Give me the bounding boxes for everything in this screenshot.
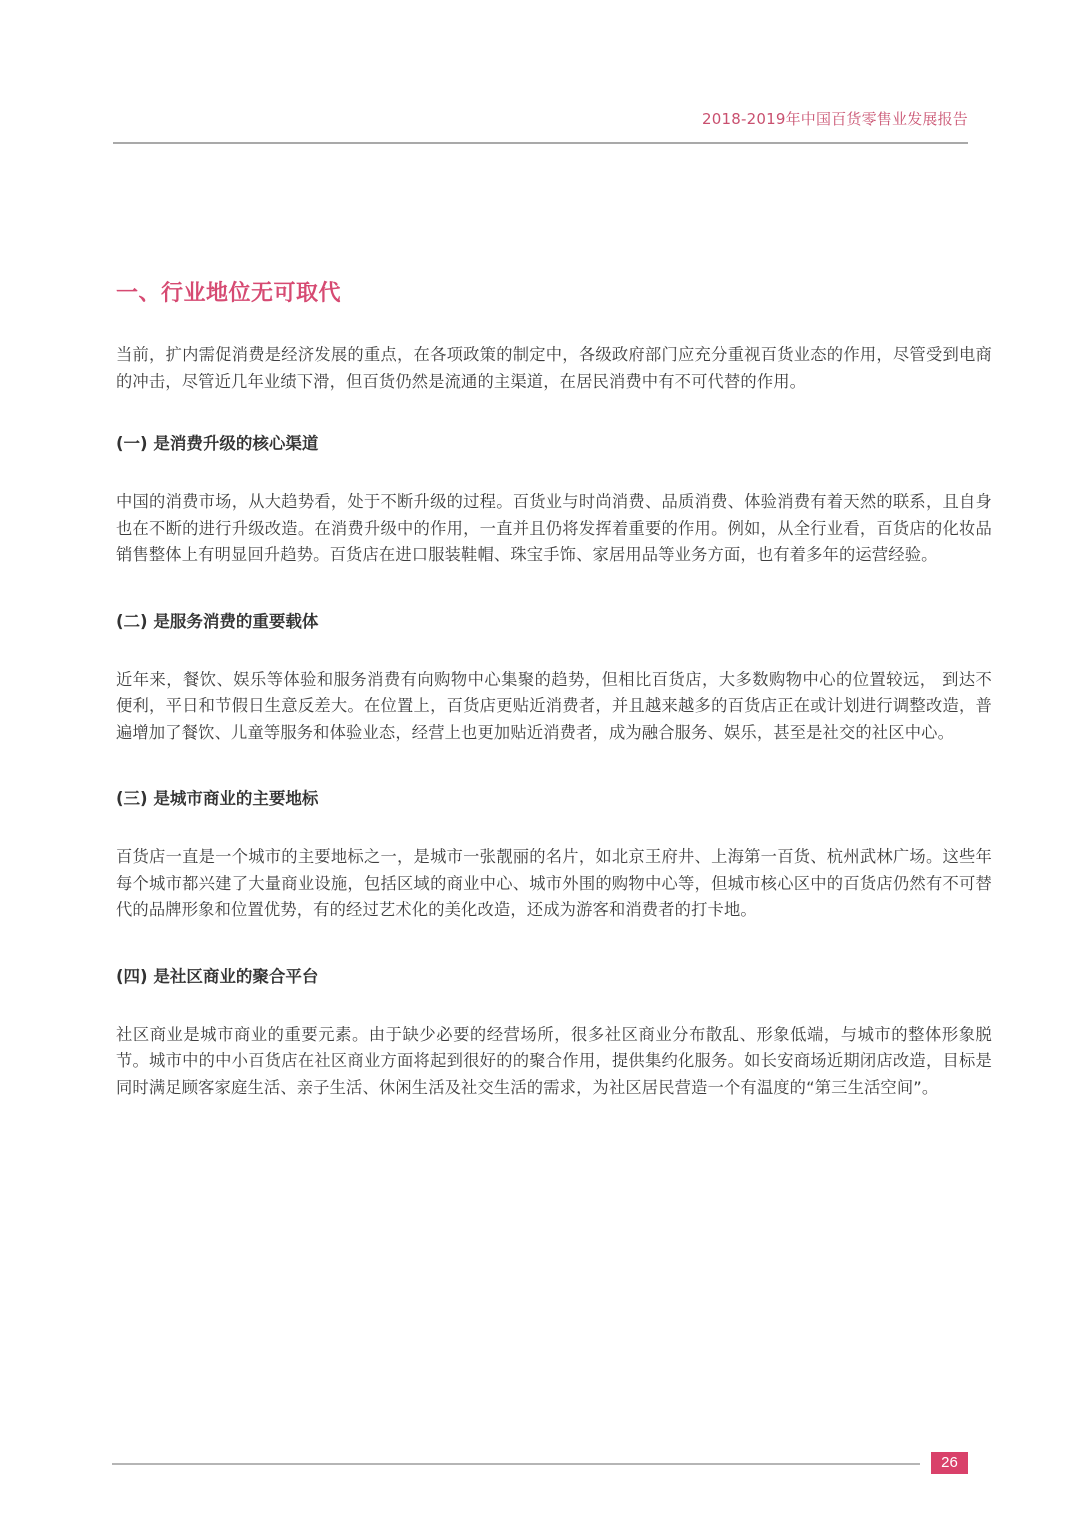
subsection-title: (四) 是社区商业的聚合平台 [116, 966, 319, 986]
page-content [116, 276, 992, 1141]
page-number-badge: 26 [931, 1452, 968, 1474]
subsection-body: 近年来，餐饮、娱乐等体验和服务消费有向购物中心集聚的趋势，但相比百货店，大多数购物中心的位置较远， 到达不便利，平日和节假日生意反差大。在位置上，百货店更贴近消费者，并且越来越多的百货店正在或计划进行调整改造，普遍增加了餐饮、儿童等服务和体验业态，经营上也更加贴近消费者，成为融合服务、娱乐，甚至是社交的社区中心。 [116, 669, 992, 742]
subsection-body: 百货店一直是一个城市的主要地标之一，是城市一张靓丽的名片，如北京王府井、上海第一百货、杭州武林广场。这些年每个城市都兴建了大量商业设施，包括区域的商业中心、城市外围的购物中心等，但城市核心区中的百货店仍然有不可替代的品牌形象和位置优势，有的经过艺术化的美化改造，还成为游客和消费者的打卡地。 [116, 847, 992, 919]
subsection-title: (一) 是消费升级的核心渠道 [116, 434, 319, 453]
footer-divider [112, 1463, 920, 1465]
subsection-consumption-upgrade [116, 431, 992, 569]
section-title: 一、行业地位无可取代 [116, 281, 342, 306]
subsection-city-landmark [116, 786, 992, 924]
subsection-service-consumption [116, 609, 992, 747]
subsection-title: (三) 是城市商业的主要地标 [116, 789, 319, 808]
report-header-title: 2018-2019年中国百货零售业发展报告 [702, 110, 968, 128]
header-divider [113, 142, 968, 144]
intro-paragraph: 当前，扩内需促消费是经济发展的重点，在各项政策的制定中，各级政府部门应充分重视百货业态的作用，尽管受到电商的冲击，尽管近几年业绩下滑，但百货仍然是流通的主渠道，在居民消费中有不可代替的作用。 [116, 345, 992, 391]
subsection-body: 社区商业是城市商业的重要元素。由于缺少必要的经营场所，很多社区商业分布散乱、形象低端，与城市的整体形象脱节。城市中的中小百货店在社区商业方面将起到很好的的聚合作用，提供集约化服务。如长安商场近期闭店改造，目标是同时满足顾客家庭生活、亲子生活、休闲生活及社交生活的需求，为社区居民营造一个有温度的“第三生活空间”。 [116, 1024, 992, 1097]
subsection-body: 中国的消费市场，从大趋势看，处于不断升级的过程。百货业与时尚消费、品质消费、体验消费有着天然的联系，且自身也在不断的进行升级改造。在消费升级中的作用，一直并且仍将发挥着重要的作用。例如，从全行业看，百货店的化妆品销售整体上有明显回升趋势。百货店在进口服装鞋帽、珠宝手饰、家居用品等业务方面，也有着多年的运营经验。 [116, 492, 992, 564]
subsection-community-platform [116, 964, 992, 1102]
subsection-title: (二) 是服务消费的重要载体 [116, 611, 319, 631]
